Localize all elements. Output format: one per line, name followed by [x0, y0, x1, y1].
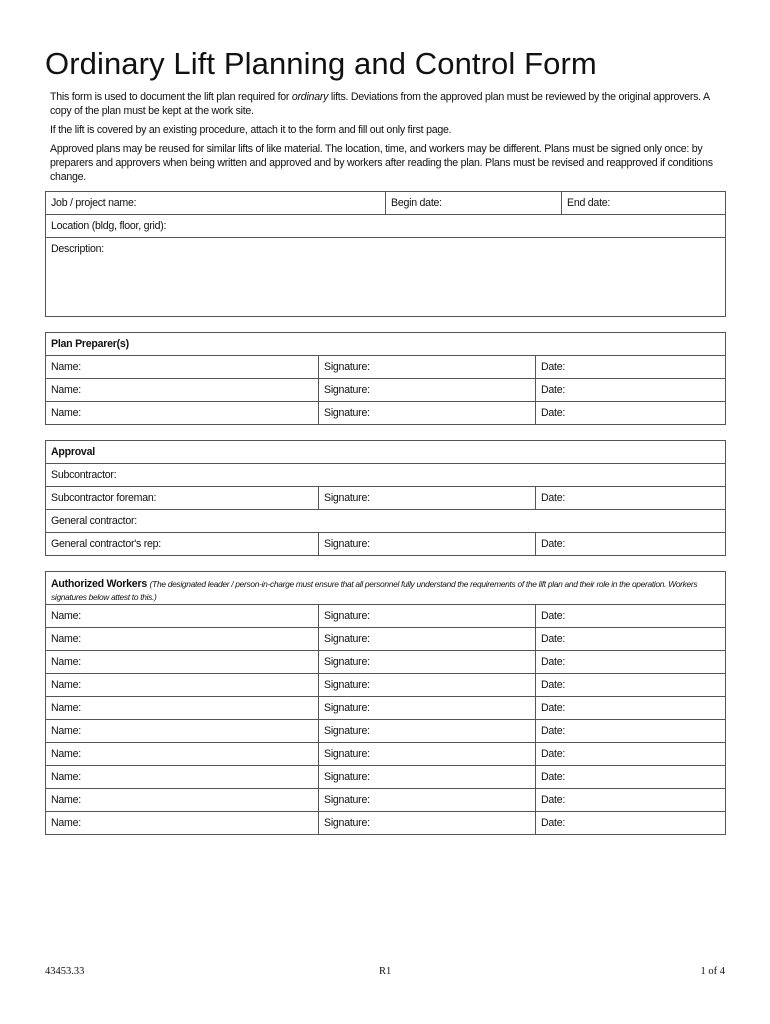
approval-table: [45, 440, 726, 556]
preparer-signature-field[interactable]: Signature:: [319, 356, 536, 379]
page-title: Ordinary Lift Planning and Control Form: [45, 46, 597, 81]
intro-paragraph-1: This form is used to document the lift plan required for ordinary lifts. Deviations from the approved plan must be reviewed by the original approvers. A copy of the plan must be kept at the work site.: [50, 91, 710, 117]
preparer-signature-field[interactable]: Signature:: [319, 379, 536, 402]
preparer-date-field[interactable]: Date:: [536, 379, 726, 402]
worker-signature-field[interactable]: Signature:: [319, 605, 536, 628]
job-info-table: [45, 191, 726, 317]
worker-date-field[interactable]: Date:: [536, 766, 726, 789]
approval-heading: Approval: [46, 441, 726, 464]
worker-row: [46, 697, 726, 720]
worker-signature-field[interactable]: Signature:: [319, 697, 536, 720]
worker-name-field[interactable]: Name:: [46, 766, 319, 789]
subcontractor-foreman-signature-field[interactable]: Signature:: [319, 487, 536, 510]
worker-date-field[interactable]: Date:: [536, 651, 726, 674]
worker-date-field[interactable]: Date:: [536, 720, 726, 743]
job-name-field[interactable]: Job / project name:: [46, 192, 386, 215]
preparers-heading: Plan Preparer(s): [46, 333, 726, 356]
worker-name-field[interactable]: Name:: [46, 743, 319, 766]
preparer-name-field[interactable]: Name:: [46, 356, 319, 379]
worker-row: [46, 605, 726, 628]
worker-name-field[interactable]: Name:: [46, 720, 319, 743]
worker-date-field[interactable]: Date:: [536, 628, 726, 651]
preparer-row: [46, 356, 726, 379]
worker-signature-field[interactable]: Signature:: [319, 789, 536, 812]
gc-rep-field[interactable]: General contractor's rep:: [46, 533, 319, 556]
subcontractor-foreman-date-field[interactable]: Date:: [536, 487, 726, 510]
form-number: 43453.33: [45, 966, 85, 977]
worker-row: [46, 674, 726, 697]
worker-date-field[interactable]: Date:: [536, 789, 726, 812]
worker-signature-field[interactable]: Signature:: [319, 651, 536, 674]
worker-name-field[interactable]: Name:: [46, 674, 319, 697]
preparer-name-field[interactable]: Name:: [46, 402, 319, 425]
worker-name-field[interactable]: Name:: [46, 651, 319, 674]
worker-name-field[interactable]: Name:: [46, 605, 319, 628]
worker-row: [46, 651, 726, 674]
workers-heading-note: (The designated leader / person-in-charge must ensure that all personnel fully understand the requirements of the lift plan and their role in the operation. Workers signatures below attest to this.): [51, 579, 698, 602]
preparer-row: [46, 379, 726, 402]
worker-date-field[interactable]: Date:: [536, 697, 726, 720]
preparers-table: [45, 332, 726, 425]
page-number: 1 of 4: [700, 966, 725, 977]
workers-table: [45, 571, 726, 835]
worker-signature-field[interactable]: Signature:: [319, 766, 536, 789]
workers-heading-title: Authorized Workers: [51, 578, 147, 590]
preparer-name-field[interactable]: Name:: [46, 379, 319, 402]
worker-date-field[interactable]: Date:: [536, 674, 726, 697]
worker-signature-field[interactable]: Signature:: [319, 812, 536, 835]
intro-paragraph-2: If the lift is covered by an existing procedure, attach it to the form and fill out only first page.: [50, 124, 452, 136]
preparer-signature-field[interactable]: Signature:: [319, 402, 536, 425]
subcontractor-foreman-field[interactable]: Subcontractor foreman:: [46, 487, 319, 510]
begin-date-field[interactable]: Begin date:: [386, 192, 562, 215]
worker-row: [46, 812, 726, 835]
intro-emphasis: ordinary: [291, 91, 329, 103]
end-date-field[interactable]: End date:: [562, 192, 726, 215]
gc-rep-signature-field[interactable]: Signature:: [319, 533, 536, 556]
worker-signature-field[interactable]: Signature:: [319, 743, 536, 766]
intro-text: [50, 90, 726, 189]
worker-row: [46, 720, 726, 743]
worker-signature-field[interactable]: Signature:: [319, 628, 536, 651]
general-contractor-field[interactable]: General contractor:: [46, 510, 726, 533]
worker-row: [46, 743, 726, 766]
location-field[interactable]: Location (bldg, floor, grid):: [46, 215, 726, 238]
subcontractor-field[interactable]: Subcontractor:: [46, 464, 726, 487]
worker-signature-field[interactable]: Signature:: [319, 674, 536, 697]
preparer-row: [46, 402, 726, 425]
worker-signature-field[interactable]: Signature:: [319, 720, 536, 743]
worker-name-field[interactable]: Name:: [46, 789, 319, 812]
preparer-date-field[interactable]: Date:: [536, 356, 726, 379]
worker-name-field[interactable]: Name:: [46, 628, 319, 651]
revision-label: R1: [379, 966, 392, 977]
worker-date-field[interactable]: Date:: [536, 743, 726, 766]
worker-row: [46, 628, 726, 651]
worker-row: [46, 766, 726, 789]
worker-name-field[interactable]: Name:: [46, 697, 319, 720]
worker-name-field[interactable]: Name:: [46, 812, 319, 835]
worker-row: [46, 789, 726, 812]
preparer-date-field[interactable]: Date:: [536, 402, 726, 425]
workers-heading: [46, 572, 726, 605]
worker-date-field[interactable]: Date:: [536, 812, 726, 835]
intro-paragraph-3: Approved plans may be reused for similar lifts of like material. The location, time, and workers may be different. Plans must be signed only once: by preparers and approvers when being written and approved and by workers after reading the plan. Plans must be revised and reapproved if conditions change.: [50, 143, 713, 183]
description-field[interactable]: Description:: [46, 238, 726, 317]
worker-date-field[interactable]: Date:: [536, 605, 726, 628]
gc-rep-date-field[interactable]: Date:: [536, 533, 726, 556]
